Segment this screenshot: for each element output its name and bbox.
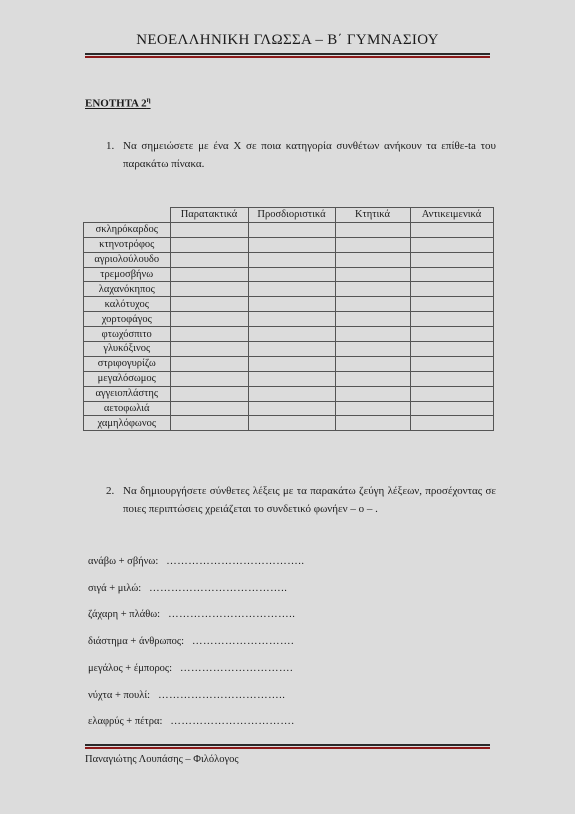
answer-cell[interactable] <box>248 252 335 267</box>
compound-pair: διάστημα + άνθρωπος: <box>88 636 185 648</box>
table-row <box>84 386 494 401</box>
answer-cell[interactable] <box>170 297 248 312</box>
table-row-word: φτωχόσπιτο <box>84 327 171 342</box>
compound-table <box>83 207 494 431</box>
answer-cell[interactable] <box>410 252 493 267</box>
answer-cell[interactable] <box>335 237 410 252</box>
compound-pair: νύχτα + πουλί: <box>88 689 151 701</box>
table-row-word: κτηνοτρόφος <box>84 237 171 252</box>
table-row-word: αγριολούλουδο <box>84 252 171 267</box>
answer-cell[interactable] <box>410 327 493 342</box>
answer-cell[interactable] <box>170 327 248 342</box>
table-row <box>84 416 494 431</box>
table-row <box>84 297 494 312</box>
table-row-word: τρεμοσβήνω <box>84 267 171 282</box>
answer-cell[interactable] <box>410 267 493 282</box>
table-row <box>84 252 494 267</box>
answer-cell[interactable] <box>170 282 248 297</box>
answer-cell[interactable] <box>248 297 335 312</box>
answer-cell[interactable] <box>335 401 410 416</box>
answer-cell[interactable] <box>248 237 335 252</box>
answer-cell[interactable] <box>248 356 335 371</box>
header-rule <box>85 53 490 58</box>
question-1-number: 1. <box>106 140 115 152</box>
answer-cell[interactable] <box>248 327 335 342</box>
compound-pair: σιγά + μιλώ: <box>88 582 142 594</box>
question-1 <box>106 137 496 173</box>
answer-cell[interactable] <box>410 312 493 327</box>
compound-pair: ζάχαρη + πλάθω: <box>88 609 161 621</box>
answer-cell[interactable] <box>335 222 410 237</box>
compound-answer-blank[interactable]: ……………………………….. <box>166 556 305 567</box>
compound-answer-blank[interactable]: ……………………………. <box>170 716 295 728</box>
answer-cell[interactable] <box>170 237 248 252</box>
answer-cell[interactable] <box>248 371 335 386</box>
answer-cell[interactable] <box>248 267 335 282</box>
question-2-number: 2. <box>106 485 115 497</box>
answer-cell[interactable] <box>335 282 410 297</box>
answer-cell[interactable] <box>335 342 410 357</box>
question-1-text: Να σημειώσετε με ένα Χ σε ποια κατηγορία συνθέτων ανήκουν τα επίθε-ta του παρακάτω πίνακα. <box>123 140 496 170</box>
answer-cell[interactable] <box>335 267 410 282</box>
table-row-word: χορτοφάγος <box>84 312 171 327</box>
answer-cell[interactable] <box>335 312 410 327</box>
compound-answer-blank[interactable]: …………………………….. <box>168 609 296 621</box>
table-row <box>84 342 494 357</box>
answer-cell[interactable] <box>170 356 248 371</box>
answer-cell[interactable] <box>170 401 248 416</box>
table-column-header: Αντικειμενικά <box>410 208 493 223</box>
compound-pair: μεγάλος + έμπορος: <box>88 662 173 674</box>
table-row <box>84 237 494 252</box>
answer-cell[interactable] <box>335 327 410 342</box>
compound-item <box>88 690 285 701</box>
table-row-word: καλότυχος <box>84 297 171 312</box>
answer-cell[interactable] <box>170 252 248 267</box>
answer-cell[interactable] <box>410 416 493 431</box>
answer-cell[interactable] <box>248 386 335 401</box>
answer-cell[interactable] <box>335 356 410 371</box>
answer-cell[interactable] <box>410 342 493 357</box>
unit-sup: η <box>146 96 151 104</box>
footer-author: Παναγιώτης Λουπάσης – Φιλόλογος <box>85 754 239 765</box>
unit-heading <box>85 96 151 110</box>
answer-cell[interactable] <box>410 401 493 416</box>
table-column-header: Προσδιοριστικά <box>248 208 335 223</box>
answer-cell[interactable] <box>170 371 248 386</box>
compound-answer-blank[interactable]: ……………………………….. <box>149 582 288 594</box>
table-corner <box>84 208 171 223</box>
table-row <box>84 327 494 342</box>
table-row-word: στριφογυρίζω <box>84 356 171 371</box>
answer-cell[interactable] <box>170 267 248 282</box>
answer-cell[interactable] <box>170 342 248 357</box>
question-2-text: Να δημιουργήσετε σύνθετες λέξεις με τα παρακάτω ζεύγη λέξεων, προσέχοντας σε ποιες περιπτώσεις χρειάζεται το συνδετικό φωνήεν – ο – . <box>123 485 496 515</box>
answer-cell[interactable] <box>335 297 410 312</box>
compound-answer-blank[interactable]: …………………………. <box>180 662 294 674</box>
answer-cell[interactable] <box>410 371 493 386</box>
answer-cell[interactable] <box>170 416 248 431</box>
table-column-header: Παρατακτικά <box>170 208 248 223</box>
compound-item <box>88 716 295 727</box>
table-row <box>84 222 494 237</box>
answer-cell[interactable] <box>248 282 335 297</box>
table-row <box>84 401 494 416</box>
question-2 <box>106 482 496 518</box>
answer-cell[interactable] <box>248 416 335 431</box>
answer-cell[interactable] <box>410 297 493 312</box>
answer-cell[interactable] <box>335 386 410 401</box>
table-row <box>84 312 494 327</box>
compound-item <box>88 663 293 674</box>
compound-pair: ελαφρύς + πέτρα: <box>88 716 163 728</box>
answer-cell[interactable] <box>248 401 335 416</box>
compound-answer-blank[interactable]: ………………………. <box>192 636 295 648</box>
answer-cell[interactable] <box>410 237 493 252</box>
table-row <box>84 356 494 371</box>
footer-rule <box>85 744 490 749</box>
page-title: ΝΕΟΕΛΛΗΝΙΚΗ ΓΛΩΣΣΑ – Β΄ ΓΥΜΝΑΣΙΟΥ <box>136 32 439 48</box>
answer-cell[interactable] <box>170 312 248 327</box>
compound-answer-blank[interactable]: …………………………….. <box>158 689 286 701</box>
answer-cell[interactable] <box>170 222 248 237</box>
unit-label: ΕΝΟΤΗΤΑ 2 <box>85 97 147 110</box>
answer-cell[interactable] <box>170 386 248 401</box>
answer-cell[interactable] <box>335 416 410 431</box>
answer-cell[interactable] <box>248 222 335 237</box>
table-row-word: αγγειοπλάστης <box>84 386 171 401</box>
compound-pair: ανάβω + σβήνω: <box>88 556 159 567</box>
answer-cell[interactable] <box>335 252 410 267</box>
table-row-word: λαχανόκηπος <box>84 282 171 297</box>
answer-cell[interactable] <box>248 312 335 327</box>
table-row-word: μεγαλόσωμος <box>84 371 171 386</box>
table-column-header: Κτητικά <box>335 208 410 223</box>
table-row-word: γλυκόξινος <box>84 342 171 357</box>
answer-cell[interactable] <box>410 222 493 237</box>
table-row-word: σκληρόκαρδος <box>84 222 171 237</box>
table-row <box>84 267 494 282</box>
answer-cell[interactable] <box>248 342 335 357</box>
compound-item <box>88 556 305 567</box>
compound-item <box>88 636 294 647</box>
table-row-word: αετοφωλιά <box>84 401 171 416</box>
compound-item <box>88 609 295 620</box>
answer-cell[interactable] <box>410 386 493 401</box>
compound-item <box>88 583 287 594</box>
table-row <box>84 282 494 297</box>
answer-cell[interactable] <box>410 356 493 371</box>
table-row-word: χαμηλόφωνος <box>84 416 171 431</box>
answer-cell[interactable] <box>410 282 493 297</box>
table-row <box>84 371 494 386</box>
answer-cell[interactable] <box>335 371 410 386</box>
